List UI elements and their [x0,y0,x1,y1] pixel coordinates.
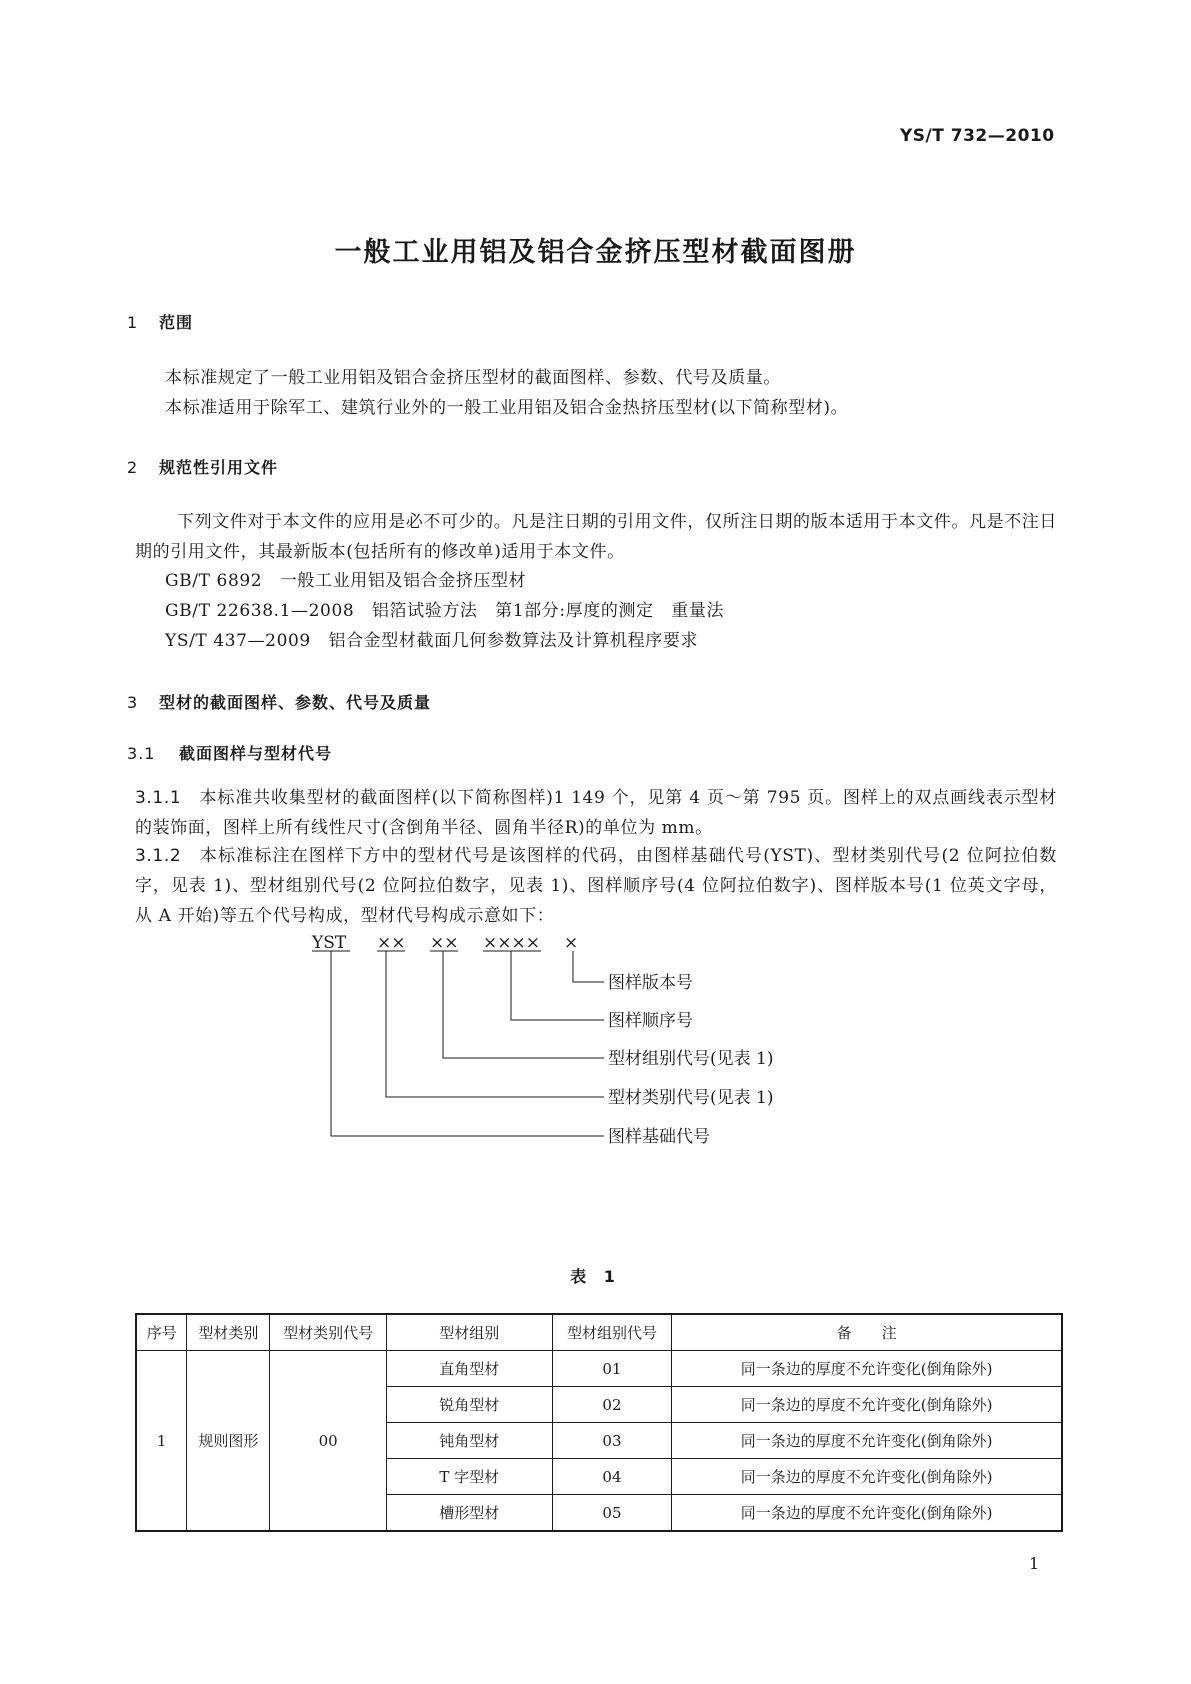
code-label-base: 图样基础代号 [608,1127,710,1147]
group-cell: 直角型材 [386,1351,552,1387]
section-title: 规范性引用文件 [159,458,279,477]
diagram-leader [386,951,604,1097]
code-label-group: 型材组别代号(见表 1) [608,1049,774,1069]
column-header: 型材组别 [386,1314,552,1351]
section-title: 截面图样与型材代号 [179,744,333,763]
reference-code: GB/T 22638.1—2008 [165,601,355,621]
standard-number: YS/T 732—2010 [900,126,1055,146]
section-title: 范围 [159,313,194,332]
code-part-sequence: ×××× [483,933,540,953]
table-1 [135,1313,1063,1532]
column-header: 序号 [136,1314,187,1351]
note-cell: 同一条边的厚度不允许变化(倒角除外) [672,1459,1062,1495]
code-part-version: × [564,933,579,953]
code-part-base: YST [312,933,347,953]
clause-text: 本标准共收集型材的截面图样(以下简称图样)1 149 个，见第 4 页～第 795 页。图样上的双点画线表示型材的装饰面，图样上所有线性尺寸(含倒角半径、圆角半径R)的单位为 mm。 [135,788,1057,838]
diagram-leader [511,951,604,1020]
section-number: 3 [127,693,139,712]
section-number: 3.1 [127,744,156,763]
code-label-category: 型材类别代号(见表 1) [608,1088,774,1108]
code-part-category: ×× [377,933,406,953]
group-cell: T 字型材 [386,1459,552,1495]
code-part-group: ×× [430,933,459,953]
group-code-cell: 03 [552,1423,672,1459]
reference-code: YS/T 437—2009 [165,631,311,651]
document-title: 一般工业用铝及铝合金挤压型材截面图册 [334,237,857,268]
group-code-cell: 04 [552,1459,672,1495]
table-header-row [136,1314,1062,1351]
clause-number: 3.1.2 [135,846,182,866]
group-cell: 钝角型材 [386,1423,552,1459]
section-2-intro: 下列文件对于本文件的应用是必不可少的。凡是注日期的引用文件，仅所注日期的版本适用于本文件。凡是不注日期的引用文件，其最新版本(包括所有的修改单)适用于本文件。 [135,512,1057,562]
diagram-leader [443,951,604,1058]
section-1-para-2: 本标准适用于除军工、建筑行业外的一般工业用铝及铝合金热挤压型材(以下简称型材)。 [165,398,849,418]
clause-number: 3.1.1 [135,788,182,808]
seq-cell: 1 [136,1351,187,1532]
column-header: 型材类别代号 [270,1314,387,1351]
category-cell: 规则图形 [187,1351,270,1532]
column-header: 备 注 [672,1314,1062,1351]
section-number: 1 [127,313,139,332]
section-title: 型材的截面图样、参数、代号及质量 [159,693,432,712]
reference-name: 铝合金型材截面几何参数算法及计算机程序要求 [328,631,699,651]
code-label-version: 图样版本号 [608,973,693,993]
note-cell: 同一条边的厚度不允许变化(倒角除外) [672,1351,1062,1387]
table-row [136,1351,1062,1387]
diagram-leader [331,951,604,1136]
table-caption: 表 1 [570,1267,621,1286]
group-code-cell: 05 [552,1495,672,1532]
page-number: 1 [1029,1554,1040,1573]
column-header: 型材类别 [187,1314,270,1351]
reference-code: GB/T 6892 [165,571,263,591]
code-label-sequence: 图样顺序号 [608,1011,693,1031]
section-number: 2 [127,458,139,477]
group-cell: 槽形型材 [386,1495,552,1532]
group-cell: 锐角型材 [386,1387,552,1423]
section-1-para-1: 本标准规定了一般工业用铝及铝合金挤压型材的截面图样、参数、代号及质量。 [165,368,781,388]
group-code-cell: 02 [552,1387,672,1423]
category-code-cell: 00 [270,1351,387,1532]
column-header: 型材组别代号 [552,1314,672,1351]
reference-name: 铝箔试验方法 第1部分:厚度的测定 重量法 [371,601,725,621]
reference-name: 一般工业用铝及铝合金挤压型材 [279,571,527,591]
diagram-leader [573,951,604,982]
note-cell: 同一条边的厚度不允许变化(倒角除外) [672,1495,1062,1532]
note-cell: 同一条边的厚度不允许变化(倒角除外) [672,1387,1062,1423]
clause-text: 本标准标注在图样下方中的型材代号是该图样的代码，由图样基础代号(YST)、型材类别代号(2 位阿拉伯数字，见表 1)、型材组别代号(2 位阿拉伯数字，见表 1)、图样顺序号(4 位阿拉伯数字)、图样版本号(1 位英文字母，从 A 开始)等五个代号构成，型材代号构成示意如下： [135,846,1057,926]
group-code-cell: 01 [552,1351,672,1387]
note-cell: 同一条边的厚度不允许变化(倒角除外) [672,1423,1062,1459]
